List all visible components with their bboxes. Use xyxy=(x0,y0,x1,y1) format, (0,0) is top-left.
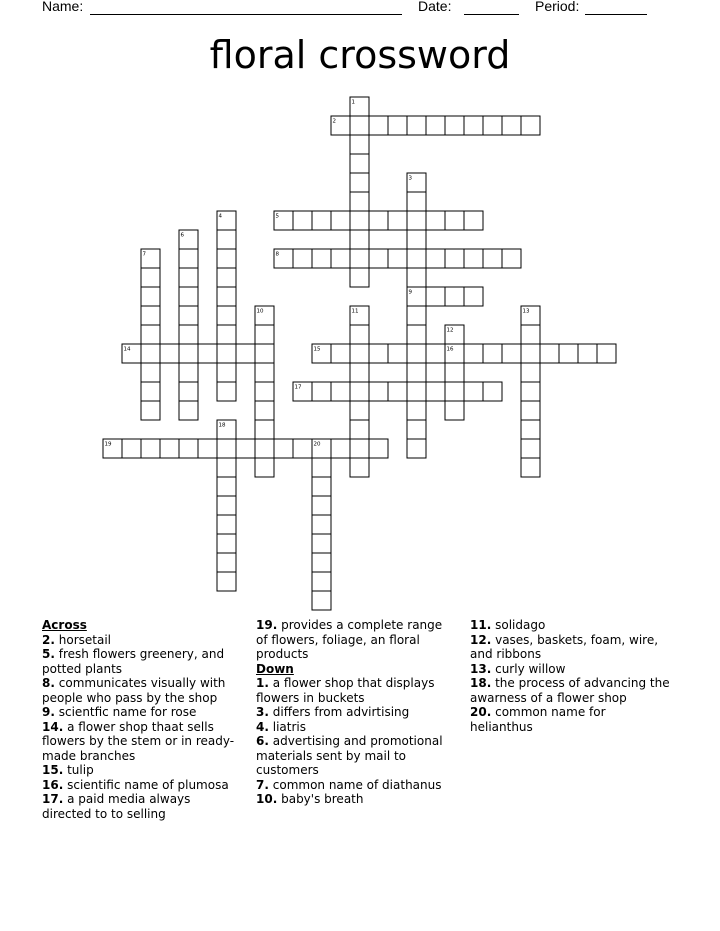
grid-cell[interactable] xyxy=(217,534,236,553)
grid-number: 14 xyxy=(123,346,131,353)
grid-cell[interactable] xyxy=(312,249,331,268)
grid-cell[interactable] xyxy=(255,344,274,363)
down-clue xyxy=(470,705,670,734)
grid-cell[interactable] xyxy=(331,439,350,458)
grid-cell[interactable] xyxy=(217,230,236,249)
grid-number: 11 xyxy=(351,308,359,315)
grid-cell[interactable] xyxy=(255,458,274,477)
grid-cell[interactable] xyxy=(388,249,407,268)
grid-cell[interactable] xyxy=(350,363,369,382)
across-clue xyxy=(42,676,242,705)
grid-cell[interactable] xyxy=(521,363,540,382)
grid-cell[interactable] xyxy=(464,116,483,135)
grid-cell[interactable] xyxy=(464,211,483,230)
grid-number: 7 xyxy=(142,251,146,258)
clue-number: 18. xyxy=(470,676,492,690)
grid-cell[interactable] xyxy=(160,344,179,363)
grid-cell[interactable] xyxy=(426,382,445,401)
grid-cell[interactable] xyxy=(597,344,616,363)
clue-number: 4. xyxy=(256,719,269,734)
grid-cell[interactable] xyxy=(445,211,464,230)
grid-cell[interactable] xyxy=(217,268,236,287)
across-clue xyxy=(42,792,242,821)
grid-cell[interactable] xyxy=(350,211,369,230)
clue-text: vases, baskets, foam, wire, and ribbons xyxy=(470,632,659,661)
grid-cell[interactable] xyxy=(445,287,464,306)
grid-cell[interactable] xyxy=(502,344,521,363)
clue-number: 2. xyxy=(42,632,55,647)
grid-cell[interactable] xyxy=(369,344,388,363)
grid-number: 17 xyxy=(294,384,302,391)
clue-text: horsetail xyxy=(58,632,111,647)
grid-number: 12 xyxy=(446,327,454,334)
grid-cell[interactable] xyxy=(350,249,369,268)
grid-cell[interactable] xyxy=(217,382,236,401)
grid-number: 8 xyxy=(275,251,279,258)
grid-cell[interactable] xyxy=(407,268,426,287)
grid-cell[interactable] xyxy=(331,344,350,363)
across-heading: Across xyxy=(42,618,87,632)
grid-cell[interactable] xyxy=(217,439,236,458)
grid-cell[interactable] xyxy=(350,135,369,154)
grid-cell[interactable] xyxy=(198,344,217,363)
grid-cell[interactable] xyxy=(369,249,388,268)
grid-number: 15 xyxy=(313,346,321,353)
grid-cell[interactable] xyxy=(141,439,160,458)
across-clue xyxy=(42,778,242,793)
across-clue xyxy=(42,705,242,720)
grid-cell[interactable] xyxy=(521,420,540,439)
across-clue xyxy=(42,720,242,764)
clue-number: 8. xyxy=(42,676,55,690)
grid-cell[interactable] xyxy=(350,154,369,173)
grid-cell[interactable] xyxy=(407,439,426,458)
grid-cell[interactable] xyxy=(369,382,388,401)
grid-cell[interactable] xyxy=(369,211,388,230)
grid-cell[interactable] xyxy=(521,382,540,401)
across-clue xyxy=(42,763,242,778)
grid-cell[interactable] xyxy=(179,401,198,420)
grid-cell[interactable] xyxy=(255,382,274,401)
grid-cell[interactable] xyxy=(407,382,426,401)
clue-text: differs from advirtising xyxy=(272,705,410,719)
grid-cell[interactable] xyxy=(350,173,369,192)
grid-cell[interactable] xyxy=(255,401,274,420)
grid-cell[interactable] xyxy=(160,439,179,458)
grid-cell[interactable] xyxy=(445,363,464,382)
grid-cell[interactable] xyxy=(426,116,445,135)
grid-cell[interactable] xyxy=(483,382,502,401)
clue-text: fresh flowers greenery, and potted plants xyxy=(42,647,225,676)
clue-text: baby's breath xyxy=(281,792,364,806)
grid-cell[interactable] xyxy=(179,249,198,268)
down-clue xyxy=(470,633,670,662)
clue-number: 11. xyxy=(470,618,492,632)
grid-cell[interactable] xyxy=(350,458,369,477)
grid-cell[interactable] xyxy=(312,553,331,572)
grid-cell[interactable] xyxy=(122,439,141,458)
clue-number: 20. xyxy=(470,705,492,719)
grid-cell[interactable] xyxy=(217,553,236,572)
grid-cell[interactable] xyxy=(312,591,331,610)
grid-cell[interactable] xyxy=(407,230,426,249)
clue-number: 3. xyxy=(256,705,269,719)
grid-cell[interactable] xyxy=(464,287,483,306)
grid-cell[interactable] xyxy=(369,116,388,135)
grid-cell[interactable] xyxy=(521,439,540,458)
across-clue xyxy=(42,633,242,648)
grid-cell[interactable] xyxy=(426,344,445,363)
grid-cell[interactable] xyxy=(502,116,521,135)
clue-text: provides a complete range of flowers, foliage, an floral products xyxy=(256,618,443,661)
grid-cell[interactable] xyxy=(445,116,464,135)
clue-text: the process of advancing the awarness of a flower shop xyxy=(470,676,670,705)
grid-cell[interactable] xyxy=(426,211,445,230)
grid-cell[interactable] xyxy=(312,477,331,496)
grid-cell[interactable] xyxy=(540,344,559,363)
grid-cell[interactable] xyxy=(217,496,236,515)
grid-cell[interactable] xyxy=(312,534,331,553)
grid-cell[interactable] xyxy=(141,325,160,344)
grid-cell[interactable] xyxy=(312,496,331,515)
across-clue xyxy=(256,618,456,662)
down-clue xyxy=(470,662,670,677)
grid-cell[interactable] xyxy=(350,268,369,287)
grid-cell[interactable] xyxy=(350,439,369,458)
grid-number: 9 xyxy=(408,289,412,296)
across-clues-part-1 xyxy=(42,633,242,822)
clue-text: scientific name of plumosa xyxy=(67,777,229,792)
clues-column-2 xyxy=(256,618,456,807)
grid-cell[interactable] xyxy=(312,458,331,477)
clue-text: a paid media always directed to to selling xyxy=(42,792,191,821)
grid-cell[interactable] xyxy=(407,211,426,230)
grid-cell[interactable] xyxy=(350,325,369,344)
grid-cell[interactable] xyxy=(217,458,236,477)
grid-cell[interactable] xyxy=(350,382,369,401)
grid-cell[interactable] xyxy=(255,420,274,439)
grid-cell[interactable] xyxy=(388,116,407,135)
grid-cell[interactable] xyxy=(293,211,312,230)
grid-number: 4 xyxy=(218,213,222,220)
clue-number: 19. xyxy=(256,618,278,632)
grid-cell[interactable] xyxy=(331,211,350,230)
grid-cell[interactable] xyxy=(350,192,369,211)
grid-cell[interactable] xyxy=(388,211,407,230)
clue-text: a flower shop thaat sells flowers by the stem or in ready-made branches xyxy=(42,719,235,763)
grid-number: 6 xyxy=(180,232,184,239)
grid-cell[interactable] xyxy=(217,515,236,534)
grid-number: 3 xyxy=(408,175,412,182)
grid-cell[interactable] xyxy=(483,249,502,268)
grid-cell[interactable] xyxy=(236,439,255,458)
clue-text: solidago xyxy=(495,618,546,632)
clue-number: 1. xyxy=(256,676,269,690)
clue-number: 16. xyxy=(42,777,64,792)
grid-cell[interactable] xyxy=(179,439,198,458)
grid-cell[interactable] xyxy=(217,572,236,591)
grid-cell[interactable] xyxy=(141,363,160,382)
grid-cell[interactable] xyxy=(350,401,369,420)
grid-cell[interactable] xyxy=(502,249,521,268)
grid-number: 10 xyxy=(256,308,264,315)
grid-cell[interactable] xyxy=(312,515,331,534)
grid-cell[interactable] xyxy=(217,325,236,344)
clue-number: 17. xyxy=(42,792,64,806)
grid-cell[interactable] xyxy=(521,344,540,363)
grid-cell[interactable] xyxy=(559,344,578,363)
name-label: Name: xyxy=(42,0,84,14)
down-clues-part-2 xyxy=(470,618,670,734)
grid-cell[interactable] xyxy=(407,249,426,268)
clue-text: tulip xyxy=(67,763,94,777)
grid-cell[interactable] xyxy=(141,382,160,401)
grid-cell[interactable] xyxy=(445,401,464,420)
grid-cell[interactable] xyxy=(255,439,274,458)
clue-number: 10. xyxy=(256,792,278,806)
grid-cell[interactable] xyxy=(274,439,293,458)
clue-number: 14. xyxy=(42,719,64,734)
grid-cell[interactable] xyxy=(388,382,407,401)
grid-cell[interactable] xyxy=(407,192,426,211)
grid-cell[interactable] xyxy=(179,306,198,325)
grid-cell[interactable] xyxy=(312,572,331,591)
down-clue xyxy=(256,792,456,807)
grid-cell[interactable] xyxy=(141,287,160,306)
grid-cell[interactable] xyxy=(521,401,540,420)
down-clue xyxy=(256,676,456,705)
page-title: floral crossword xyxy=(209,33,511,77)
grid-cell[interactable] xyxy=(350,116,369,135)
grid-cell[interactable] xyxy=(255,363,274,382)
grid-cell[interactable] xyxy=(521,458,540,477)
grid-cell[interactable] xyxy=(350,230,369,249)
clue-text: advertising and promotional materials sent by mail to customers xyxy=(256,734,443,777)
grid-cell[interactable] xyxy=(217,306,236,325)
grid-cell[interactable] xyxy=(217,249,236,268)
grid-cell[interactable] xyxy=(331,382,350,401)
grid-cell[interactable] xyxy=(407,344,426,363)
grid-cell[interactable] xyxy=(217,477,236,496)
down-clue xyxy=(256,705,456,720)
grid-cell[interactable] xyxy=(312,382,331,401)
clue-text: communicates visually with people who pass by the shop xyxy=(42,676,226,705)
grid-cell[interactable] xyxy=(521,325,540,344)
grid-cell[interactable] xyxy=(407,116,426,135)
grid-cell[interactable] xyxy=(483,344,502,363)
grid-cell[interactable] xyxy=(369,439,388,458)
clue-text: common name of diathanus xyxy=(272,777,442,792)
date-label: Date: xyxy=(418,0,452,14)
grid-cell[interactable] xyxy=(236,344,255,363)
grid-cell[interactable] xyxy=(141,306,160,325)
period-label: Period: xyxy=(535,0,580,14)
grid-cell[interactable] xyxy=(407,325,426,344)
down-clue xyxy=(256,734,456,778)
grid-cell[interactable] xyxy=(464,382,483,401)
grid-cell[interactable] xyxy=(407,401,426,420)
grid-cell[interactable] xyxy=(312,211,331,230)
clue-text: curly willow xyxy=(495,661,566,676)
grid-cell[interactable] xyxy=(179,287,198,306)
down-heading: Down xyxy=(256,661,294,676)
grid-cell[interactable] xyxy=(141,268,160,287)
grid-cell[interactable] xyxy=(179,344,198,363)
clue-number: 6. xyxy=(256,734,269,748)
grid-cell[interactable] xyxy=(388,344,407,363)
grid-cell[interactable] xyxy=(407,420,426,439)
grid-number: 16 xyxy=(446,346,454,353)
grid-cell[interactable] xyxy=(255,325,274,344)
grid-cell[interactable] xyxy=(293,439,312,458)
down-clue xyxy=(470,676,670,705)
grid-cell[interactable] xyxy=(179,325,198,344)
grid-cell[interactable] xyxy=(445,249,464,268)
clue-number: 12. xyxy=(470,632,492,647)
grid-cell[interactable] xyxy=(141,344,160,363)
grid-cell[interactable] xyxy=(179,268,198,287)
down-clue xyxy=(256,720,456,735)
clue-number: 13. xyxy=(470,661,492,676)
grid-number: 19 xyxy=(104,441,112,448)
grid-cell[interactable] xyxy=(350,344,369,363)
across-clue xyxy=(42,647,242,676)
grid-number: 20 xyxy=(313,441,321,448)
clue-number: 9. xyxy=(42,705,55,719)
grid-cell[interactable] xyxy=(350,420,369,439)
grid-cell[interactable] xyxy=(483,116,502,135)
grid-cell[interactable] xyxy=(464,249,483,268)
clues-column-1 xyxy=(42,618,242,821)
grid-cell[interactable] xyxy=(179,382,198,401)
grid-cell[interactable] xyxy=(578,344,597,363)
grid-cell[interactable] xyxy=(217,344,236,363)
grid-number: 13 xyxy=(522,308,530,315)
grid-cell[interactable] xyxy=(198,439,217,458)
grid-number: 1 xyxy=(351,99,355,106)
grid-cell[interactable] xyxy=(141,401,160,420)
clue-number: 15. xyxy=(42,763,64,777)
grid-cell[interactable] xyxy=(293,249,312,268)
clues-column-3 xyxy=(470,618,670,734)
grid-number: 2 xyxy=(332,118,336,125)
down-clue xyxy=(470,618,670,633)
grid-cell[interactable] xyxy=(521,116,540,135)
down-clues-part-1 xyxy=(256,676,456,807)
grid-cell[interactable] xyxy=(445,382,464,401)
grid-number: 5 xyxy=(275,213,279,220)
clue-number: 7. xyxy=(256,777,269,792)
grid-cell[interactable] xyxy=(217,287,236,306)
down-clue xyxy=(256,778,456,793)
grid-cell[interactable] xyxy=(331,249,350,268)
clue-text: common name for helianthus xyxy=(470,705,606,734)
grid-cell[interactable] xyxy=(464,344,483,363)
grid-number: 18 xyxy=(218,422,226,429)
grid-cell[interactable] xyxy=(179,363,198,382)
grid-cell[interactable] xyxy=(426,249,445,268)
grid-cell[interactable] xyxy=(407,306,426,325)
grid-cell[interactable] xyxy=(407,363,426,382)
grid-cell[interactable] xyxy=(217,363,236,382)
across-clues-part-2 xyxy=(256,618,456,662)
grid-cell[interactable] xyxy=(426,287,445,306)
clue-text: a flower shop that displays flowers in buckets xyxy=(256,676,435,705)
clue-text: liatris xyxy=(272,719,306,734)
clue-number: 5. xyxy=(42,647,55,661)
clue-text: scientfic name for rose xyxy=(58,705,197,719)
